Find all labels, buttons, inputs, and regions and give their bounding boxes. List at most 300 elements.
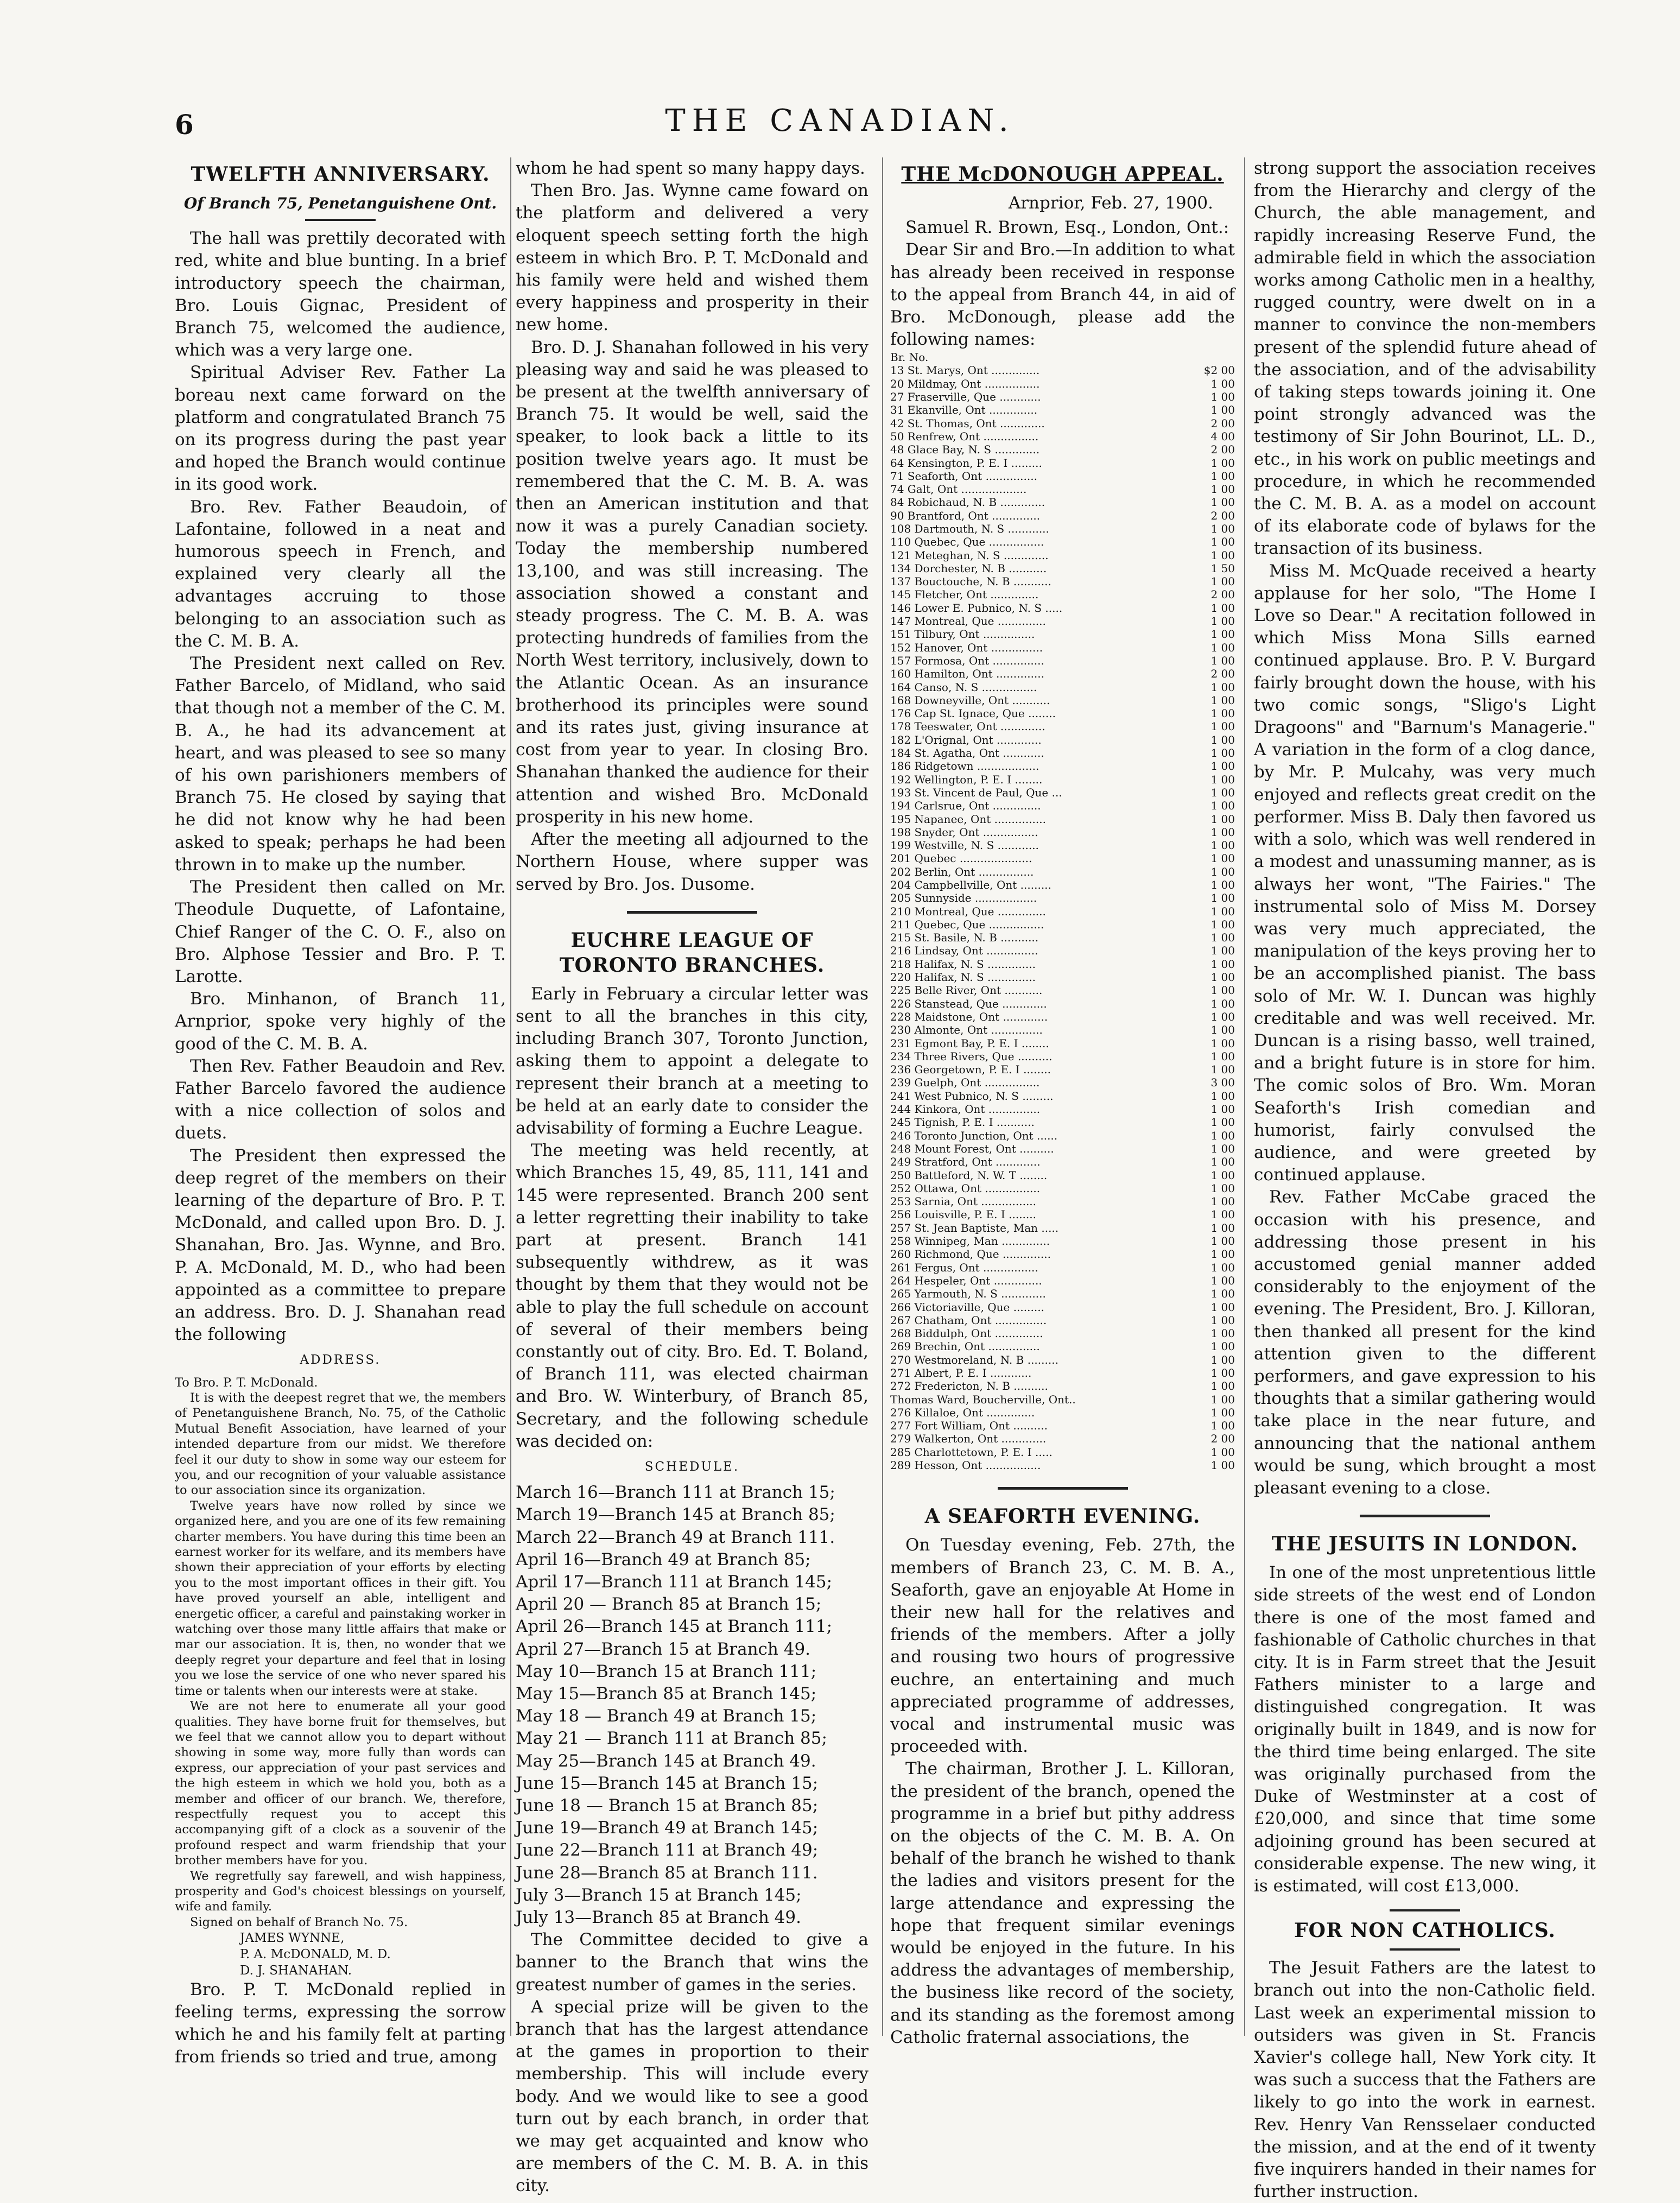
list-item bbox=[890, 813, 1235, 826]
donation-amount: 1 00 bbox=[1210, 1010, 1235, 1023]
list-item bbox=[890, 1248, 1235, 1261]
list-item bbox=[890, 1195, 1235, 1208]
donation-amount: 1 00 bbox=[1210, 971, 1235, 984]
list-item bbox=[890, 1103, 1235, 1116]
schedule-item: July 13—Branch 85 at Branch 49. bbox=[516, 1908, 801, 1928]
list-item bbox=[890, 1393, 1235, 1406]
donor-branch: 193 St. Vincent de Paul, Que ... bbox=[890, 786, 1062, 799]
divider bbox=[1390, 1948, 1460, 1951]
donation-amount: 1 00 bbox=[1210, 1313, 1235, 1327]
headline-twelfth-anniversary: TWELFTH ANNIVERSARY. bbox=[191, 163, 490, 186]
donor-branch: 250 Battleford, N. W. T ........ bbox=[890, 1168, 1048, 1182]
donor-branch: 147 Montreal, Que .............. bbox=[890, 615, 1046, 628]
donation-amount: 1 00 bbox=[1210, 786, 1235, 799]
donor-branch: 258 Winnipeg, Man .............. bbox=[890, 1235, 1050, 1248]
donor-branch: 134 Dorchester, N. B ........... bbox=[890, 561, 1047, 575]
donation-amount: 1 00 bbox=[1210, 852, 1235, 865]
column-rule bbox=[1244, 157, 1245, 2036]
paragraph: The President then expressed the deep regret of the members on their learning of the departure of Bro. P. T. McDonald, and called upon Bro. D. J. Shanahan, Bro. Jas. Wynne, and Bro. P. A. McDonald, M. D., who had been appointed as a committee to prepare an address. Bro. D. J. Shanahan read the following bbox=[175, 1145, 506, 1345]
donation-amount: 1 00 bbox=[1210, 483, 1235, 496]
donor-branch: 121 Meteghan, N. S ............. bbox=[890, 548, 1049, 562]
donor-branch: 276 Killaloe, Ont .............. bbox=[890, 1406, 1035, 1419]
paragraph: Bro. Minhanon, of Branch 11, Arnprior, spoke very highly of the good of the C. M. B. A. bbox=[175, 989, 506, 1054]
schedule-item: May 10—Branch 15 at Branch 111; bbox=[516, 1661, 817, 1681]
list-item bbox=[890, 759, 1235, 773]
donation-amount: 1 00 bbox=[1210, 878, 1235, 891]
donor-branch: 152 Hanover, Ont ............... bbox=[890, 641, 1043, 654]
list-item bbox=[890, 1327, 1235, 1340]
schedule-item: May 25—Branch 145 at Branch 49. bbox=[516, 1751, 816, 1771]
donation-amount: 1 00 bbox=[1210, 773, 1235, 786]
list-item bbox=[890, 522, 1235, 535]
schedule-item: April 27—Branch 15 at Branch 49. bbox=[516, 1639, 811, 1659]
donation-amount: $2 00 bbox=[1203, 364, 1235, 377]
schedule-item: June 22—Branch 111 at Branch 49; bbox=[516, 1840, 819, 1860]
list-item bbox=[890, 839, 1235, 852]
section-divider bbox=[627, 911, 757, 914]
donor-branch: 202 Berlin, Ont ................ bbox=[890, 865, 1034, 878]
donation-amount: 1 00 bbox=[1210, 548, 1235, 562]
donation-amount: 1 00 bbox=[1210, 1327, 1235, 1340]
donation-amount: 1 00 bbox=[1210, 535, 1235, 549]
donor-branch: 270 Westmoreland, N. B ......... bbox=[890, 1353, 1058, 1366]
donation-amount: 1 00 bbox=[1210, 1103, 1235, 1116]
donation-amount: 1 00 bbox=[1210, 403, 1235, 417]
donor-branch: 215 St. Basile, N. B ........... bbox=[890, 931, 1039, 945]
list-item bbox=[890, 984, 1235, 997]
donor-branch: 145 Fletcher, Ont .............. bbox=[890, 588, 1039, 602]
list-item bbox=[890, 1459, 1235, 1472]
donation-amount: 1 00 bbox=[1210, 628, 1235, 641]
donation-amount: 1 00 bbox=[1210, 839, 1235, 852]
donation-amount: 1 00 bbox=[1210, 917, 1235, 931]
donation-amount: 4 00 bbox=[1210, 429, 1235, 443]
donor-branch: 231 Egmont Bay, P. E. I ........ bbox=[890, 1036, 1049, 1050]
address-heading: ADDRESS. bbox=[300, 1353, 381, 1368]
donor-branch: 260 Richmond, Que .............. bbox=[890, 1248, 1051, 1261]
schedule-item: June 19—Branch 49 at Branch 145; bbox=[516, 1818, 819, 1838]
schedule-item: May 21 — Branch 111 at Branch 85; bbox=[516, 1729, 827, 1749]
donor-branch: 277 Fort William, Ont .......... bbox=[890, 1419, 1048, 1433]
donor-branch: 267 Chatham, Ont ............... bbox=[890, 1313, 1047, 1327]
column-2 bbox=[516, 157, 868, 2198]
donation-amount: 1 00 bbox=[1210, 944, 1235, 958]
list-item bbox=[890, 1076, 1235, 1089]
donation-amount: 1 00 bbox=[1210, 891, 1235, 905]
list-item bbox=[890, 483, 1235, 496]
donor-branch: 198 Snyder, Ont ................ bbox=[890, 825, 1038, 839]
address-paragraph: We regretfully say farewell, and wish happiness, prosperity and God's choicest blessings on yourself, wife and family. bbox=[175, 1869, 506, 1914]
donation-amount: 1 00 bbox=[1210, 997, 1235, 1010]
column-1 bbox=[175, 157, 506, 2068]
section-divider bbox=[1360, 1515, 1490, 1517]
donor-branch: 178 Teeswater, Ont ............. bbox=[890, 720, 1045, 733]
donor-branch: 246 Toronto Junction, Ont ...... bbox=[890, 1129, 1058, 1142]
donor-branch: 245 Tignish, P. E. I ........... bbox=[890, 1116, 1035, 1129]
list-item bbox=[890, 707, 1235, 720]
list-item bbox=[890, 931, 1235, 944]
signatory: P. A. McDONALD, M. D. bbox=[240, 1947, 391, 1962]
donation-amount: 1 00 bbox=[1210, 1142, 1235, 1155]
list-item bbox=[890, 865, 1235, 878]
donor-branch: 216 Lindsay, Ont ............... bbox=[890, 944, 1038, 958]
donor-branch: 20 Mildmay, Ont ................ bbox=[890, 377, 1040, 390]
list-item bbox=[890, 443, 1235, 456]
headline-for-non-catholics: FOR NON CATHOLICS. bbox=[1294, 1919, 1556, 1942]
donation-amount: 1 00 bbox=[1210, 825, 1235, 839]
donor-branch: 226 Stanstead, Que ............. bbox=[890, 997, 1047, 1010]
donor-branch: 225 Belle River, Ont ........... bbox=[890, 984, 1043, 997]
donor-branch: 244 Kinkora, Ont ............... bbox=[890, 1103, 1041, 1116]
column-4 bbox=[1254, 157, 1596, 2203]
paragraph: Dear Sir and Bro.—In addition to what has already been received in response to the appeal from Branch 44, in aid of Bro. McDonough, please add the following names: bbox=[890, 240, 1235, 350]
list-item bbox=[890, 575, 1235, 588]
dateline: Arnprior, Feb. 27, 1900. bbox=[1008, 193, 1213, 213]
paragraph: The meeting was held recently, at which Branches 15, 49, 85, 111, 141 and 145 were represented. Branch 200 sent a letter regretting their inability to take part at present. Branch 141 subsequently withdrew, as it was thought by them that they would not be able to play the full schedule on account of several of their members being constantly out of city. Bro. Ed. T. Boland, of Branch 111, was elected chairman and Bro. W. Winterbury, of Branch 85, Secretary, and the following schedule was decided on: bbox=[516, 1141, 868, 1451]
donation-amount: 1 00 bbox=[1210, 1063, 1235, 1077]
schedule-item: July 3—Branch 15 at Branch 145; bbox=[516, 1885, 802, 1905]
list-item bbox=[890, 1314, 1235, 1327]
donor-branch: 266 Victoriaville, Que ......... bbox=[890, 1300, 1044, 1314]
donation-amount: 1 00 bbox=[1210, 1287, 1235, 1301]
donor-branch: 279 Walkerton, Ont ............. bbox=[890, 1432, 1047, 1446]
donor-branch: 195 Napanee, Ont ............... bbox=[890, 812, 1046, 826]
list-item bbox=[890, 1142, 1235, 1155]
list-item bbox=[890, 1287, 1235, 1300]
list-item bbox=[890, 615, 1235, 628]
donor-branch: 234 Three Rivers, Que .......... bbox=[890, 1049, 1053, 1063]
donor-branch: 210 Montreal, Que .............. bbox=[890, 904, 1046, 918]
list-item bbox=[890, 628, 1235, 641]
paragraph: The President next called on Rev. Father Barcelo, of Midland, who said that though not a member of the C. M. B. A., he had its advancement at heart, and was pleased to see so many of his own parishioners members of Branch 75. He closed by saying that he did not know why he had been asked to speak; perhaps he had been thrown in to make up the number. bbox=[175, 654, 506, 875]
list-item bbox=[890, 654, 1235, 667]
donation-amount: 1 00 bbox=[1210, 1049, 1235, 1063]
donor-branch: 64 Kensington, P. E. I ......... bbox=[890, 456, 1042, 470]
donor-branch: 249 Stratford, Ont ............. bbox=[890, 1155, 1041, 1169]
paragraph: The hall was prettily decorated with red, white and blue bunting. In a brief introductory speech the chairman, Bro. Louis Gignac, President of Branch 75, welcomed the audience, which was a very large one. bbox=[175, 229, 506, 360]
donation-amount: 1 00 bbox=[1210, 1036, 1235, 1050]
list-item bbox=[890, 1446, 1235, 1459]
donor-branch: 257 St. Jean Baptiste, Man ..... bbox=[890, 1221, 1059, 1235]
donation-amount: 1 00 bbox=[1210, 522, 1235, 535]
donor-branch: 271 Albert, P. E. I ............ bbox=[890, 1366, 1032, 1379]
list-item bbox=[890, 997, 1235, 1010]
list-item bbox=[890, 852, 1235, 865]
list-heading: Br. No. bbox=[890, 351, 929, 364]
donor-branch: 176 Cap St. Ignace, Que ........ bbox=[890, 707, 1056, 720]
page-number: 6 bbox=[175, 109, 194, 141]
list-item bbox=[890, 1037, 1235, 1050]
list-item bbox=[890, 1406, 1235, 1419]
list-item bbox=[890, 1155, 1235, 1168]
donor-branch: 31 Ekanville, Ont .............. bbox=[890, 403, 1038, 417]
donor-branch: 192 Wellington, P. E. I ........ bbox=[890, 773, 1043, 786]
list-item bbox=[890, 1116, 1235, 1129]
paragraph: whom he had spent so many happy days. bbox=[516, 159, 865, 178]
donor-branch: 160 Hamilton, Ont .............. bbox=[890, 667, 1045, 681]
paragraph: Then Bro. Jas. Wynne came foward on the platform and delivered a very eloquent speech setting forth the high esteem in which Bro. P. T. McDonald and his family were held and wished them every happiness and prosperity in their new home. bbox=[516, 181, 868, 335]
donation-amount: 2 00 bbox=[1210, 667, 1235, 681]
paragraph: In one of the most unpretentious little side streets of the west end of London there is one of the most famed and fashionable of Catholic churches in that city. It is in Farm street that the Jesuit Fathers minister to a large and distinguished congregation. It was originally built in 1849, and is now for the third time being enlarged. The site was originally purchased from the Duke of Westminster at a cost of £20,000, and since that time some adjoining ground has been secured at considerable expense. The new wing, it is estimated, will cost £13,000. bbox=[1254, 1563, 1596, 1896]
donor-branch: 151 Tilbury, Ont ............... bbox=[890, 628, 1035, 641]
donation-amount: 1 00 bbox=[1210, 1366, 1235, 1379]
donation-amount: 1 00 bbox=[1210, 984, 1235, 997]
list-item bbox=[890, 773, 1235, 786]
paragraph: Bro. Rev. Father Beaudoin, of Lafontaine, followed in a neat and humorous speech in French, and explained very clearly all the advantages accruing to those belonging to an association such as the C. M. B. A. bbox=[175, 497, 506, 651]
list-item bbox=[890, 1419, 1235, 1432]
paragraph: Bro. D. J. Shanahan followed in his very pleasing way and said he was pleased to be present at the twelfth anniversary of Branch 75. It would be well, said the speaker, to look back a little to its position twelve years ago. It must be remembered that the C. M. B. A. was then an American institution and that now it was a purely Canadian society. Today the membership numbered 13,100, and was still increasing. The association showed a constant and steady progress. The C. M. B. A. was protecting hundreds of families from the North West territory, inclusively, down to the Atlantic Ocean. As an insurance brotherhood its principles were sound and its rates just, giving insurance at cost from year to year. In closing Bro. Shanahan thanked the audience for their attention and wished Bro. McDonald prosperity in his new home. bbox=[516, 337, 868, 827]
list-item bbox=[890, 390, 1235, 403]
donor-branch: 199 Westville, N. S ............ bbox=[890, 839, 1039, 852]
donor-branch: 42 St. Thomas, Ont ............. bbox=[890, 416, 1045, 430]
donor-branch: 146 Lower E. Pubnico, N. S ..... bbox=[890, 601, 1063, 615]
donation-amount: 1 00 bbox=[1210, 1459, 1235, 1472]
list-item bbox=[890, 1366, 1235, 1379]
paragraph: A special prize will be given to the branch that has the largest attendance at the games in proportion to their membership. This will include every body. And we would like to see a good turn out by each branch, in order that we may get acquainted and know who are members of the C. M. B. A. in this city. bbox=[516, 1997, 868, 2196]
donor-branch: Thomas Ward, Boucherville, Ont.. bbox=[890, 1392, 1076, 1406]
donor-branch: 218 Halifax, N. S .............. bbox=[890, 957, 1036, 971]
donation-amount: 1 00 bbox=[1210, 654, 1235, 667]
donor-branch: 253 Sarnia, Ont ................ bbox=[890, 1195, 1037, 1208]
schedule-item: March 19—Branch 145 at Branch 85; bbox=[516, 1505, 835, 1525]
list-item bbox=[890, 918, 1235, 931]
donor-branch: 48 Glace Bay, N. S ............. bbox=[890, 443, 1040, 457]
schedule-item: June 15—Branch 145 at Branch 15; bbox=[516, 1773, 819, 1793]
paragraph: Bro. P. T. McDonald replied in feeling terms, expressing the sorrow which he and his family felt at parting from friends so tried and true, among bbox=[175, 1980, 506, 2067]
schedule-item: March 16—Branch 111 at Branch 15; bbox=[516, 1483, 835, 1503]
donation-amount: 1 00 bbox=[1210, 575, 1235, 588]
paragraph: Then Rev. Father Beaudoin and Rev. Father Barcelo favored the audience with a nice collection of solos and duets. bbox=[175, 1056, 506, 1143]
donor-branch: 157 Formosa, Ont ............... bbox=[890, 654, 1044, 667]
list-item bbox=[890, 430, 1235, 443]
donation-amount: 1 00 bbox=[1210, 931, 1235, 945]
donor-branch: 211 Quebec, Que ................ bbox=[890, 917, 1044, 931]
donor-branch: 285 Charlottetown, P. E. I ..... bbox=[890, 1445, 1053, 1459]
list-item bbox=[890, 364, 1235, 377]
schedule-item: May 18 — Branch 49 at Branch 15; bbox=[516, 1706, 817, 1726]
list-item bbox=[890, 1208, 1235, 1221]
list-item bbox=[890, 1023, 1235, 1036]
list-item bbox=[890, 1129, 1235, 1142]
donation-amount: 1 00 bbox=[1210, 957, 1235, 971]
donor-branch: 110 Quebec, Que ................ bbox=[890, 535, 1044, 549]
list-item bbox=[890, 602, 1235, 615]
donation-amount: 1 00 bbox=[1210, 680, 1235, 694]
donor-branch: 168 Downeyville, Ont ........... bbox=[890, 693, 1050, 707]
donation-amount: 1 00 bbox=[1210, 1208, 1235, 1221]
schedule-item: June 18 — Branch 15 at Branch 85; bbox=[516, 1796, 819, 1816]
donor-branch: 289 Hesson, Ont ................ bbox=[890, 1459, 1041, 1472]
donor-branch: 230 Almonte, Ont ............... bbox=[890, 1023, 1043, 1037]
list-item bbox=[890, 799, 1235, 812]
list-item bbox=[890, 641, 1235, 654]
donor-branch: 204 Campbellville, Ont ......... bbox=[890, 878, 1051, 891]
headline-mcdonough-appeal: THE McDONOUGH APPEAL. bbox=[901, 163, 1224, 186]
donor-branch: 264 Hespeler, Ont .............. bbox=[890, 1274, 1042, 1287]
donor-branch: 50 Renfrew, Ont ................ bbox=[890, 429, 1039, 443]
list-item bbox=[890, 1010, 1235, 1023]
list-item bbox=[890, 588, 1235, 601]
donation-amount: 1 00 bbox=[1210, 1340, 1235, 1353]
donation-amount: 1 00 bbox=[1210, 1221, 1235, 1235]
list-item bbox=[890, 1340, 1235, 1353]
donor-branch: 205 Sunnyside .................. bbox=[890, 891, 1037, 905]
list-item bbox=[890, 905, 1235, 918]
donation-amount: 3 00 bbox=[1210, 1076, 1235, 1090]
donation-amount: 1 00 bbox=[1210, 733, 1235, 746]
headline-jesuits-in-london: THE JESUITS IN LONDON. bbox=[1271, 1533, 1578, 1556]
address-paragraph: We are not here to enumerate all your good qualities. They have borne fruit for themselves, but we feel that we cannot allow you to depart without showing in some way, more fully than words can express, our appreciation of your past services and the high esteem in which we hold you, both as a member and officer of our branch. We, therefore, respectfully request you to accept this accompanying gift of a clock as a souvenir of the profound respect and warm friendship that your brother members have for you. bbox=[175, 1699, 506, 1868]
list-item bbox=[890, 496, 1235, 509]
schedule-item: April 17—Branch 111 at Branch 145; bbox=[516, 1572, 833, 1592]
list-item bbox=[890, 1274, 1235, 1287]
donor-branch: 186 Ridgetown .................. bbox=[890, 759, 1039, 773]
donation-amount: 1 00 bbox=[1210, 456, 1235, 470]
list-item bbox=[890, 681, 1235, 694]
list-item bbox=[890, 1353, 1235, 1366]
donation-amount: 2 00 bbox=[1210, 416, 1235, 430]
address-recipient: To Bro. P. T. McDonald. bbox=[175, 1375, 318, 1390]
donation-amount: 1 00 bbox=[1210, 469, 1235, 483]
schedule-item: June 28—Branch 85 at Branch 111. bbox=[516, 1863, 818, 1883]
donation-amount: 1 00 bbox=[1210, 1300, 1235, 1314]
headline-seaforth-evening: A SEAFORTH EVENING. bbox=[924, 1505, 1201, 1528]
donor-branch: 265 Yarmouth, N. S ............. bbox=[890, 1287, 1046, 1301]
donation-amount: 1 00 bbox=[1210, 1419, 1235, 1433]
address-signed-line: Signed on behalf of Branch No. 75. bbox=[190, 1915, 408, 1929]
donor-branch: 201 Quebec ..................... bbox=[890, 852, 1032, 865]
paragraph: The Committee decided to give a banner to the Branch that wins the greatest number of games in the series. bbox=[516, 1930, 868, 1995]
donation-amount: 1 00 bbox=[1210, 865, 1235, 878]
list-item bbox=[890, 1050, 1235, 1063]
column-3 bbox=[890, 157, 1235, 2049]
donation-amount: 1 00 bbox=[1210, 1181, 1235, 1195]
donation-amount: 1 00 bbox=[1210, 720, 1235, 733]
donor-branch: 137 Bouctouche, N. B ........... bbox=[890, 575, 1051, 588]
column-rule bbox=[510, 157, 511, 2036]
column-rule bbox=[882, 157, 883, 2036]
donation-amount: 1 00 bbox=[1210, 1116, 1235, 1129]
paragraph: The President then called on Mr. Theodule Duquette, of Lafontaine, Chief Ranger of the C. O. F., also on Bro. Alphose Tessier and Bro. P. T. Larotte. bbox=[175, 877, 506, 986]
schedule-heading: SCHEDULE. bbox=[644, 1459, 740, 1474]
paragraph: Early in February a circular letter was sent to all the branches in this city, including Branch 307, Toronto Junction, asking them to appoint a delegate to represent their branch at a meeting to be held at an early date to consider the advisability of forming a Euchre League. bbox=[516, 984, 868, 1138]
donor-branch: 252 Ottawa, Ont ................ bbox=[890, 1181, 1041, 1195]
schedule-list bbox=[516, 1482, 868, 1929]
donor-branch: 236 Georgetown, P. E. I ........ bbox=[890, 1063, 1051, 1077]
donation-amount: 1 00 bbox=[1210, 1168, 1235, 1182]
list-item bbox=[890, 1182, 1235, 1195]
donor-branch: 74 Galt, Ont ................... bbox=[890, 483, 1027, 496]
paragraph: Miss M. McQuade received a hearty applause for her solo, "The Home I Love so Dear." A recitation followed in which Miss Mona Sills earned continued applause. Bro. P. V. Burgard fairly brought down the house, with his two comic songs, "Sligo's Light Dragoons" and "Barnum's Managerie." A variation in the form of a clog dance, by Mr. P. Mulcahy, was very much enjoyed and reflects great credit on the performer. Miss B. Daly then favored us with a solo, which was well rendered in a modest and unassuming manner, as is always her wont, "The Fairies." The instrumental solo of Miss M. Dorsey was very much appreciated, the manipulation of the keys proving her to be an accomplished pianist. The bass solo of Mr. W. I. Duncan was highly creditable and was well received. Mr. Duncan is a rising basso, well trained, and a bright future is in store for him. The comic solos of Bro. Wm. Moran Seaforth's Irish comedian and humorist, fairly convulsed the audience, and were greeted by continued applause. bbox=[1254, 561, 1596, 1185]
donation-amount: 1 00 bbox=[1210, 904, 1235, 918]
donor-branch: 268 Biddulph, Ont .............. bbox=[890, 1327, 1043, 1340]
address-paragraph: It is with the deepest regret that we, the members of Penetanguishene Branch, No. 75, of the Catholic Mutual Benefit Association, have learned of your intended departure from our midst. We therefore feel it our duty to show in some way our esteem for you, and our recognition of your valuable assistance to our association since its organization. bbox=[175, 1390, 506, 1498]
masthead-title: THE CANADIAN. bbox=[665, 103, 1015, 138]
paragraph: Rev. Father McCabe graced the occasion with his presence, and addressing those present in his accustomed genial manner added considerably to the enjoyment of the evening. The President, Bro. J. Killoran, then thanked all present for the kind attention given to the different performers, and gave expression to his thoughts that a similar gathering would take place in the near future, and announcing that the national anthem would be sung, which brought a most pleasant evening to a close. bbox=[1254, 1187, 1596, 1498]
donation-amount: 1 00 bbox=[1210, 1155, 1235, 1169]
signatory: D. J. SHANAHAN. bbox=[240, 1964, 352, 1978]
signatory: JAMES WYNNE, bbox=[240, 1931, 345, 1946]
list-item bbox=[890, 958, 1235, 971]
donation-amount: 1 00 bbox=[1210, 641, 1235, 654]
list-item bbox=[890, 1090, 1235, 1103]
donation-amount: 1 00 bbox=[1210, 496, 1235, 509]
donor-branch: 269 Brechin, Ont ............... bbox=[890, 1340, 1040, 1353]
donation-amount: 1 00 bbox=[1210, 1129, 1235, 1142]
section-divider bbox=[998, 1487, 1128, 1490]
donor-branch: 108 Dartmouth, N. S ............ bbox=[890, 522, 1049, 535]
donation-amount: 1 00 bbox=[1210, 693, 1235, 707]
list-item bbox=[890, 562, 1235, 575]
schedule-item: May 15—Branch 85 at Branch 145; bbox=[516, 1684, 817, 1704]
headline-euchre-league: EUCHRE LEAGUE OF TORONTO BRANCHES. bbox=[559, 928, 825, 977]
donation-amount: 1 00 bbox=[1210, 707, 1235, 720]
donor-branch: 84 Robichaud, N. B ............. bbox=[890, 496, 1045, 509]
donor-branch: 13 St. Marys, Ont .............. bbox=[890, 364, 1040, 377]
donation-amount: 1 00 bbox=[1210, 390, 1235, 404]
address-paragraph: Twelve years have now rolled by since we organized here, and you are one of its few remaining charter members. You have during this time been an earnest worker for its welfare, and its members have shown their appreciation of your efforts by electing you to the most important offices in their gift. You have proved yourself an able, intelligent and energetic officer, a careful and painstaking worker in watching over those many little affairs that make or mar our association. It is, then, no wonder that we deeply regret your departure and feel that in losing you we lose the service of one who never spared his time or talents when our interests were at stake. bbox=[175, 1498, 506, 1698]
list-item bbox=[890, 786, 1235, 799]
donation-amount: 2 00 bbox=[1210, 443, 1235, 457]
donor-branch: 228 Maidstone, Ont ............. bbox=[890, 1010, 1048, 1023]
list-item bbox=[890, 826, 1235, 839]
donation-list bbox=[890, 364, 1235, 1472]
donation-amount: 1 00 bbox=[1210, 799, 1235, 813]
donation-amount: 1 00 bbox=[1210, 746, 1235, 760]
paragraph: strong support the association receives from the Hierarchy and clergy of the Church, the able management, and rapidly increasing Reserve Fund, the admirable field in which the association works among Catholic men in a healthy, rugged country, were dwelt on in a manner to convince the non-members present of the splendid future ahead of the association, and of the advisability of taking steps towards joining it. One point strongly advanced was the testimony of Sir John Bourinot, LL. D., etc., in his work on public meetings and procedure, in which he recommended the C. M. B. A. as a model on account of its elaborate code of bylaws for the transaction of its business. bbox=[1254, 159, 1596, 559]
donation-amount: 2 00 bbox=[1210, 1432, 1235, 1446]
list-item bbox=[890, 667, 1235, 680]
donation-amount: 1 00 bbox=[1210, 1392, 1235, 1406]
donation-amount: 1 00 bbox=[1210, 1445, 1235, 1459]
schedule-item: April 20 — Branch 85 at Branch 15; bbox=[516, 1594, 822, 1615]
list-item bbox=[890, 509, 1235, 522]
list-item bbox=[890, 535, 1235, 548]
list-item bbox=[890, 971, 1235, 984]
donation-amount: 2 00 bbox=[1210, 509, 1235, 522]
list-item bbox=[890, 1221, 1235, 1235]
paragraph: The Jesuit Fathers are the latest to branch out into the non-Catholic field. Last week an experimental mission to outsiders was given in St. Francis Xavier's college hall, New York city. It was such a success that the Fathers are likely to go into the work in earnest. Rev. Henry Van Rensselaer conducted the mission, and at the end of it twenty five inquirers handed in their names for further instruction. bbox=[1254, 1958, 1596, 2202]
donor-branch: 27 Fraserville, Que ............ bbox=[890, 390, 1041, 404]
list-item bbox=[890, 694, 1235, 707]
list-item bbox=[890, 733, 1235, 746]
donor-branch: 248 Mount Forest, Ont .......... bbox=[890, 1142, 1054, 1155]
donation-amount: 2 00 bbox=[1210, 588, 1235, 602]
list-item bbox=[890, 1169, 1235, 1182]
donation-amount: 1 00 bbox=[1210, 1195, 1235, 1208]
list-item bbox=[890, 746, 1235, 759]
paragraph: The chairman, Brother J. L. Killoran, the president of the branch, opened the programme in a brief but pithy address on the objects of the C. M. B. A. On behalf of the branch he wished to thank the ladies and visitors present for the large attendance and expressing the hope that frequent similar evenings would be enjoyed in the future. In his address the advantages of membership, the business like record of the society, and its standing as the foremost among Catholic fraternal associations, the bbox=[890, 1759, 1235, 2047]
list-item bbox=[890, 403, 1235, 416]
salutation: Samuel R. Brown, Esq., London, Ont.: bbox=[905, 218, 1229, 238]
donor-branch: 272 Fredericton, N. B .......... bbox=[890, 1379, 1048, 1393]
donor-branch: 90 Brantford, Ont .............. bbox=[890, 509, 1041, 522]
donation-amount: 1 00 bbox=[1210, 1023, 1235, 1037]
paragraph: Spiritual Adviser Rev. Father La boreau next came forward on the platform and congratulated Branch 75 on its progress during the past year and hoped the Branch would continue in its good work. bbox=[175, 363, 506, 495]
subhead-branch: Of Branch 75, Penetanguishene Ont. bbox=[183, 194, 497, 212]
list-item bbox=[890, 891, 1235, 904]
donation-amount: 1 00 bbox=[1210, 1353, 1235, 1366]
schedule-item: April 16—Branch 49 at Branch 85; bbox=[516, 1549, 811, 1569]
donor-branch: 261 Fergus, Ont ................ bbox=[890, 1261, 1038, 1274]
schedule-item: April 26—Branch 145 at Branch 111; bbox=[516, 1617, 833, 1637]
donor-branch: 184 St. Agatha, Ont ............ bbox=[890, 746, 1044, 760]
schedule-item: March 22—Branch 49 at Branch 111. bbox=[516, 1527, 835, 1547]
donor-branch: 194 Carlsrue, Ont .............. bbox=[890, 799, 1041, 813]
donation-amount: 1 00 bbox=[1210, 1261, 1235, 1274]
donation-amount: 1 00 bbox=[1210, 759, 1235, 773]
donation-amount: 1 00 bbox=[1210, 1089, 1235, 1103]
